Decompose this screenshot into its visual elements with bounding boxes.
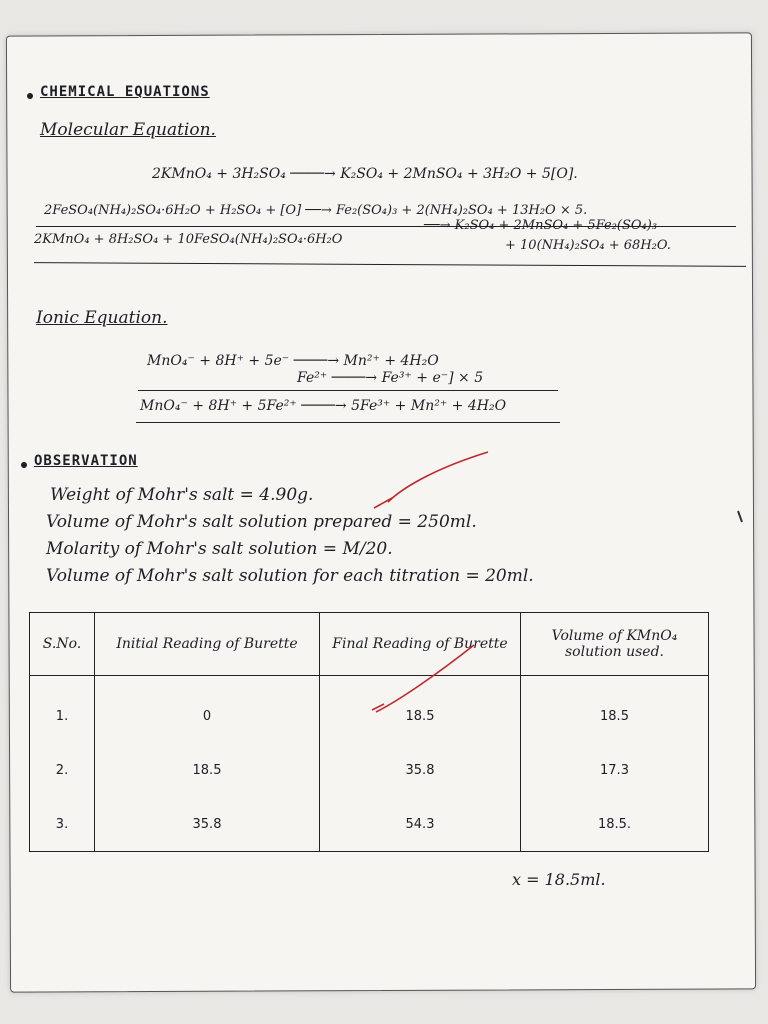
cell-sno: 2.	[30, 743, 95, 797]
cell-volume: 17.3	[521, 743, 709, 797]
molecular-equation-1: 2KMnO₄ + 3H₂SO₄ ────→ K₂SO₄ + 2MnSO₄ + 3H₂O + 5[O].	[152, 166, 578, 182]
cell-initial: 0	[95, 676, 320, 744]
cell-final: 54.3	[320, 797, 521, 852]
cell-final: 35.8	[320, 743, 521, 797]
bullet-chemical-equations	[27, 93, 33, 99]
observation-weight: Weight of Mohr's salt = 4.90g.	[50, 485, 314, 505]
subheading-ionic-equation: Ionic Equation.	[36, 308, 168, 328]
cell-volume: 18.5	[521, 676, 709, 744]
cell-volume: 18.5.	[521, 797, 709, 852]
bullet-observation	[21, 462, 27, 468]
cell-final: 18.5	[320, 676, 521, 744]
sum-line-ionic	[138, 390, 558, 391]
result-mean-volume: x = 18.5ml.	[512, 870, 606, 889]
cell-sno: 3.	[30, 797, 95, 852]
table-row	[30, 797, 709, 852]
header-initial-reading: Initial Reading of Burette	[95, 613, 320, 676]
observation-table	[29, 612, 709, 852]
heading-observation: OBSERVATION	[34, 453, 138, 469]
cell-sno: 1.	[30, 676, 95, 744]
subheading-molecular-equation: Molecular Equation.	[40, 120, 216, 140]
heading-chemical-equations: CHEMICAL EQUATIONS	[40, 84, 210, 100]
molecular-equation-3-continued: + 10(NH₄)₂SO₄ + 68H₂O.	[505, 238, 671, 253]
cell-initial: 35.8	[95, 797, 320, 852]
ionic-equation-2: Fe²⁺ ────→ Fe³⁺ + e⁻] × 5	[297, 370, 484, 386]
header-sno: S.No.	[30, 613, 95, 676]
ionic-net-equation: MnO₄⁻ + 8H⁺ + 5Fe²⁺ ────→ 5Fe³⁺ + Mn²⁺ + 4H₂O	[140, 398, 507, 414]
header-final-reading: Final Reading of Burette	[320, 613, 521, 676]
molecular-equation-2: 2FeSO₄(NH₄)₂SO₄·6H₂O + H₂SO₄ + [O] ──→ Fe₂(SO₄)₃ + 2(NH₄)₂SO₄ + 13H₂O × 5.	[44, 203, 588, 218]
molecular-equation-3-left: 2KMnO₄ + 8H₂SO₄ + 10FeSO₄(NH₄)₂SO₄·6H₂O	[34, 232, 343, 247]
observation-volume-prepared: Volume of Mohr's salt solution prepared = 250ml.	[46, 512, 477, 532]
table-row	[30, 676, 709, 744]
ionic-equation-1: MnO₄⁻ + 8H⁺ + 5e⁻ ────→ Mn²⁺ + 4H₂O	[147, 353, 439, 369]
observation-molarity: Molarity of Mohr's salt solution = M/20.	[46, 539, 393, 559]
underline-ionic	[136, 422, 560, 423]
table-header-row	[30, 613, 709, 676]
header-volume-used: Volume of KMnO₄ solution used.	[521, 613, 709, 676]
molecular-equation-3-right: ──→ K₂SO₄ + 2MnSO₄ + 5Fe₂(SO₄)₃	[424, 218, 658, 233]
cell-initial: 18.5	[95, 743, 320, 797]
observation-titration-volume: Volume of Mohr's salt solution for each titration = 20ml.	[46, 566, 534, 586]
table-row	[30, 743, 709, 797]
